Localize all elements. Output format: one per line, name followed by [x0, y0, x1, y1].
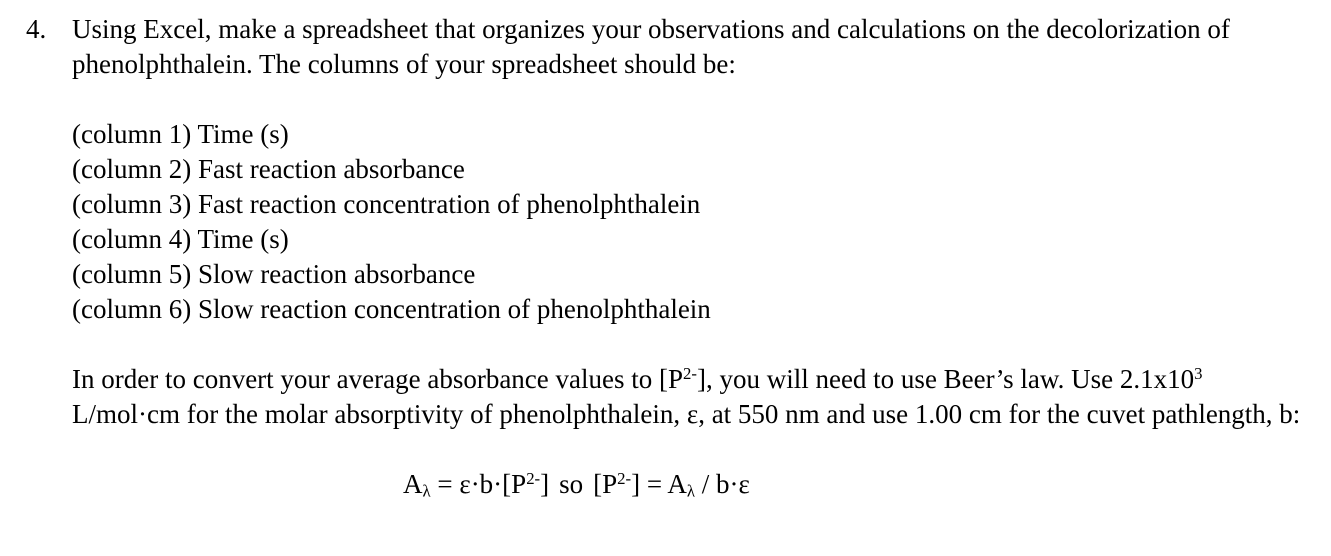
beers-law-text-3: L/mol·cm for the molar absorptivity of phenolphthalein, ε, at 550 nm and use 1.00 cm for the cuvet pathlength, b:: [72, 399, 1301, 429]
exponent-superscript: 3: [1194, 363, 1203, 383]
column-item-5: (column 5) Slow reaction absorbance: [72, 259, 476, 289]
formula-charge-2: 2-: [617, 468, 632, 488]
formula-lambda-subscript-2: λ: [686, 481, 695, 501]
beers-law-paragraph: [72, 362, 1316, 432]
formula-equation-2-start: [P: [593, 469, 618, 499]
formula-absorbance-symbol: A: [403, 469, 423, 499]
question-body: [72, 12, 1316, 502]
question-4: [26, 12, 1316, 502]
column-item-1: (column 1) Time (s): [72, 119, 289, 149]
formula-so: so: [559, 469, 584, 499]
formula-equation-1-end: ]: [540, 469, 550, 499]
beers-law-text-2: ], you will need to use Beer’s law. Use 2.1x10: [696, 364, 1195, 394]
formula-lambda-subscript-1: λ: [422, 481, 431, 501]
beers-law-formula: [72, 467, 1316, 502]
column-item-3: (column 3) Fast reaction concentration of phenolphthalein: [72, 189, 701, 219]
formula-equation-1: = ε·b·[P: [430, 469, 527, 499]
column-item-6: (column 6) Slow reaction concentration of phenolphthalein: [72, 294, 711, 324]
column-item-4: (column 4) Time (s): [72, 224, 289, 254]
beers-law-text-1: In order to convert your average absorbance values to [P: [72, 364, 684, 394]
formula-equation-2-end: / b·ε: [694, 469, 750, 499]
question-number: 4.: [26, 14, 47, 44]
formula-charge-1: 2-: [526, 468, 541, 488]
column-list: [72, 117, 1316, 327]
column-item-2: (column 2) Fast reaction absorbance: [72, 154, 465, 184]
question-intro: Using Excel, make a spreadsheet that organizes your observations and calculations on the decolorization of phenolphthalein. The columns of your spreadsheet should be:: [72, 14, 1230, 79]
ion-charge-superscript: 2-: [683, 363, 697, 383]
formula-equation-2-mid: ] = A: [631, 469, 687, 499]
